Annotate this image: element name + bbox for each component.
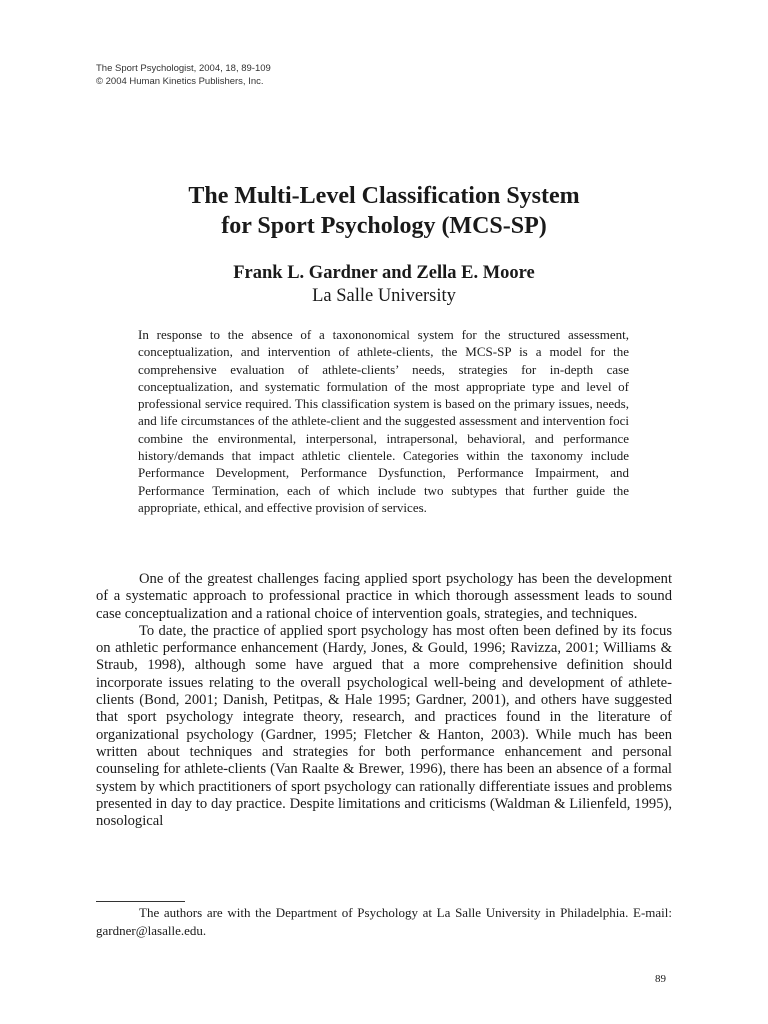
journal-citation: The Sport Psychologist, 2004, 18, 89-109 [96,63,271,74]
article-authors: Frank L. Gardner and Zella E. Moore [233,263,535,283]
author-footnote: The authors are with the Department of Psychology at La Salle University in Philadelphia. E-mail: gardner@lasalle.edu. [96,905,672,938]
body-paragraph-1: One of the greatest challenges facing applied sport psychology has been the development of a systematic approach to professional practice in which thorough assessment leads to sound case conceptualization and a rational choice of intervention goals, strategies, and techniques. [96,571,672,622]
footnote-divider [96,901,185,902]
abstract: In response to the absence of a taxononomical system for the structured assessment, conceptualization, and intervention of athlete-clients, the MCS-SP is a model for the comprehensive evaluation of athlete-clients’ needs, strategies for in-depth case conceptualization, and systematic formulation of the most appropriate type and level of professional service required. This classification system is based on the primary issues, needs, and life circumstances of the athlete-client and the suggested assessment and intervention foci combine the environmental, interpersonal, intrapersonal, behavioral, and performance history/demands that impact athletic clientele. Categories within the taxonomy include Performance Development, Performance Dysfunction, Performance Impairment, and Performance Termination, each of which include two subtypes that further guide the appropriate, ethical, and effective provision of services. [138,327,629,515]
body-text [96,571,672,830]
journal-header [96,62,271,88]
journal-copyright: © 2004 Human Kinetics Publishers, Inc. [96,76,264,87]
article-affiliation: La Salle University [312,286,456,306]
article-title-line-1: The Multi-Level Classification System [188,183,580,209]
page-number: 89 [655,973,666,985]
article-title [96,181,672,241]
article-title-line-2: for Sport Psychology (MCS-SP) [221,213,547,239]
body-paragraph-2: To date, the practice of applied sport psychology has most often been defined by its focus on athletic performance enhancement (Hardy, Jones, & Gould, 1996; Ravizza, 2001; Williams & Straub, 1998), although some have argued that a more comprehensive definition should incorporate issues relating to the overall psychological well-being and development of athlete-clients (Bond, 2001; Danish, Petitpas, & Hale 1995; Gardner, 2001), and others have suggested that sport psychology integrate theory, research, and practices found in the literature of organizational psychology (Gardner, 1995; Fletcher & Hanton, 2003). While much has been written about techniques and strategies for both performance enhancement and personal counseling for athlete-clients (Van Raalte & Brewer, 1996), there has been an absence of a formal system by which practitioners of sport psychology can rationally differentiate issues and problems presented in day to day practice. Despite limitations and criticisms (Waldman & Lilienfeld, 1995), nosological [96,622,672,830]
